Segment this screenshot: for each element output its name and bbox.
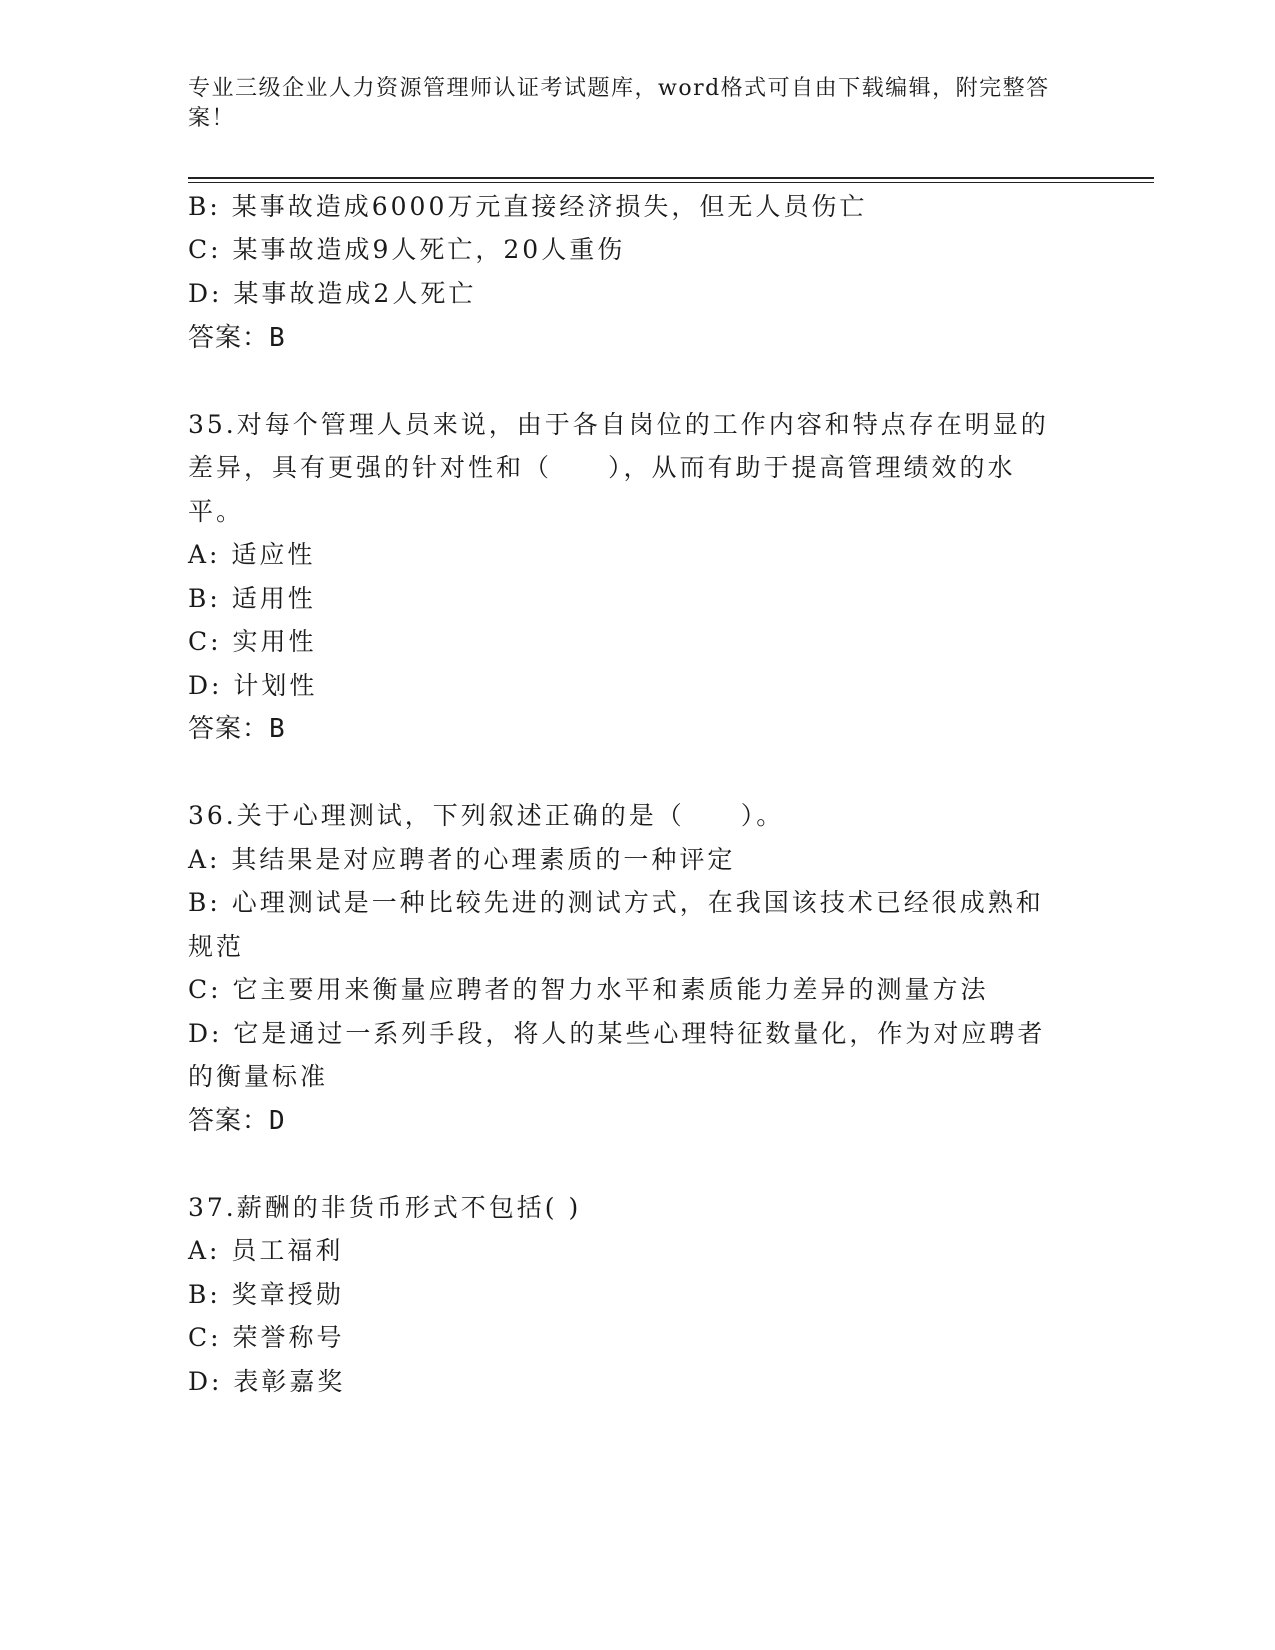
option-c-q36: C: 它主要用来衡量应聘者的智力水平和素质能力差异的测量方法: [188, 975, 989, 1004]
option-c-q34: C: 某事故造成9人死亡，20人重伤: [188, 235, 626, 264]
question-36: 36.关于心理测试，下列叙述正确的是（ ）。: [188, 801, 785, 830]
option-a-q36: A: 其结果是对应聘者的心理素质的一种评定: [188, 845, 736, 874]
question-35-line-2: 差异，具有更强的针对性和（ ），从而有助于提高管理绩效的水: [188, 453, 1016, 482]
option-a-q35: A: 适应性: [188, 540, 316, 569]
header-rule-thin: [188, 182, 1154, 183]
option-d-q36-line-1: D: 它是通过一系列手段，将人的某些心理特征数量化，作为对应聘者: [188, 1019, 1046, 1048]
question-35-line-3: 平。: [188, 497, 245, 526]
answer-q35: 答案：B: [188, 714, 286, 744]
answer-q34: 答案：B: [188, 323, 286, 353]
option-c-q35: C: 实用性: [188, 627, 317, 656]
option-c-q37: C: 荣誉称号: [188, 1323, 345, 1352]
option-b-q36-line-2: 规范: [188, 932, 245, 961]
header-rule-thick: [188, 177, 1154, 179]
option-d-q35: D: 计划性: [188, 671, 318, 700]
option-d-q34: D: 某事故造成2人死亡: [188, 279, 477, 308]
answer-q36: 答案：D: [188, 1106, 286, 1136]
question-37: 37.薪酬的非货币形式不包括( ): [188, 1193, 582, 1222]
option-b-q37: B: 奖章授勋: [188, 1280, 344, 1309]
document-header: 专业三级企业人力资源管理师认证考试题库，word格式可自由下载编辑，附完整答案！: [188, 76, 1050, 131]
option-b-q34: B: 某事故造成6000万元直接经济损失，但无人员伤亡: [188, 192, 868, 221]
option-b-q35: B: 适用性: [188, 584, 316, 613]
option-b-q36-line-1: B: 心理测试是一种比较先进的测试方式，在我国该技术已经很成熟和: [188, 888, 1044, 917]
option-d-q37: D: 表彰嘉奖: [188, 1367, 346, 1396]
option-d-q36-line-2: 的衡量标准: [188, 1062, 329, 1091]
option-a-q37: A: 员工福利: [188, 1236, 344, 1265]
question-35-line-1: 35.对每个管理人员来说，由于各自岗位的工作内容和特点存在明显的: [188, 410, 1049, 439]
